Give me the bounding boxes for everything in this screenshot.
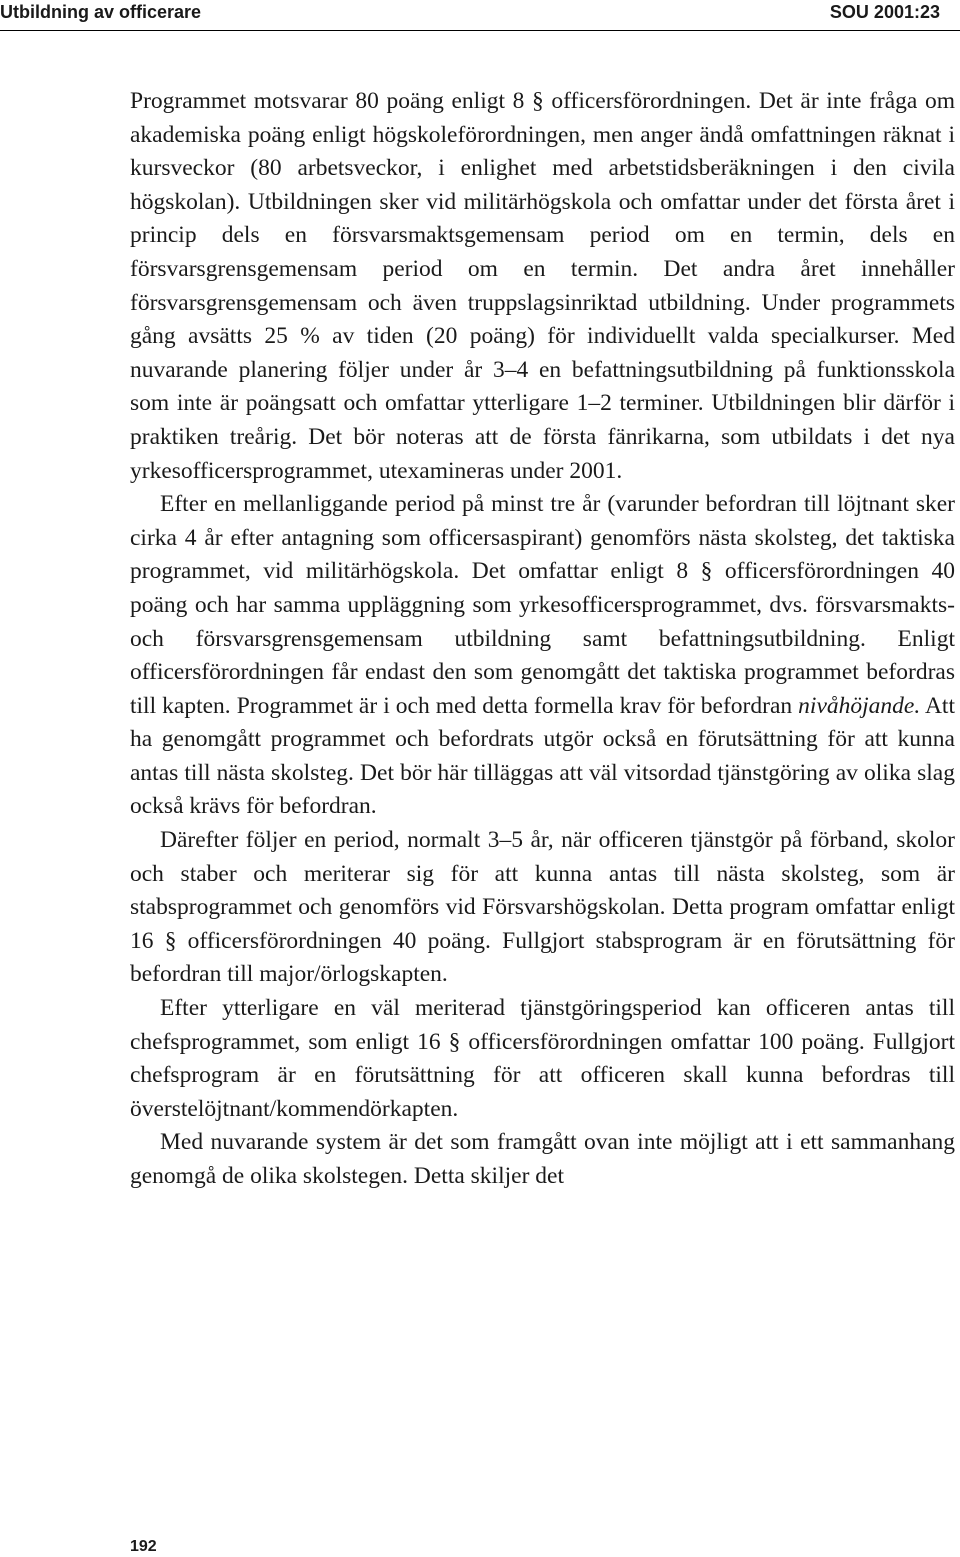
paragraph-2-part-2: Att ha genomgått programmet och befordrats utgör också en förutsättning för att kunna antas till nästa skolsteg. Det bör här tilläggas att väl vitsordad tjänstgöring av olika slag också krävs för befordran. [130, 692, 955, 820]
paragraph-2-part-1: Efter en mellanliggande period på minst tre år (varunder befordran till löjtnant sker cirka 4 år efter antagning som officersaspirant) genomförs nästa skolsteg, det taktiska programmet, vid militärhögskola. Det omfattar enligt 8 § officersförordningen 40 poäng och har samma uppläggning som yrkesofficersprogrammet, dvs. försvarsmakts- och försvarsgrensgemensam utbildning samt befattningsutbildning. Enligt officersförordningen får endast den som genomgått det taktiska programmet befordras till kapten. Programmet är i och med detta formella krav för befordran [130, 491, 955, 719]
document-reference: SOU 2001:23 [829, 2, 940, 22]
chapter-title: Utbildning av officerare [0, 2, 202, 22]
body-text [130, 85, 955, 1194]
paragraph-2 [130, 488, 955, 824]
header-divider [0, 30, 960, 31]
running-header [0, 0, 960, 24]
emphasized-term: nivåhöjande. [798, 692, 921, 719]
paragraph-1: Programmet motsvarar 80 poäng enligt 8 § officersförordningen. Det är inte fråga om akademiska poäng enligt högskoleförordningen, men anger ändå omfattningen räknat i kursveckor (80 arbetsveckor, i enlighet med arbetstidsberäkningen i den civila högskolan). Utbildningen sker vid militärhögskola och omfattar under det första året i princip dels en försvarsmaktsgemensam period om en termin, dels en försvarsgrensgemensam period om en termin. Det andra året innehåller försvarsgrensgemensam och även truppslagsinriktad utbildning. Under programmets gång avsätts 25 % av tiden (20 poäng) för individuellt valda specialkurser. Med nuvarande planering följer under år 3–4 en befattningsutbildning på funktionsskola som inte är poängsatt och omfattar ytterligare 1–2 terminer. Utbildningen blir därför i praktiken treårig. Det bör noteras att de första fänrikarna, som utbildats i det nya yrkesofficersprogrammet, utexamineras under 2001. [130, 88, 955, 484]
paragraph-5: Med nuvarande system är det som framgått ovan inte möjligt att i ett sammanhang genomgå de olika skolstegen. Detta skiljer det [130, 1129, 955, 1189]
page-number: 192 [130, 1538, 157, 1555]
paragraph-4: Efter ytterligare en väl meriterad tjänstgöringsperiod kan officeren antas till chefsprogrammet, som enligt 16 § officersförordningen omfattar 100 poäng. Fullgjort chefsprogram är en förutsättning för att officeren skall kunna befordras till överstelöjtnant/kommendörkapten. [130, 995, 955, 1122]
paragraph-3: Därefter följer en period, normalt 3–5 år, när officeren tjänstgör på förband, skolor och staber och meriterar sig för att kunna antas till nästa skolsteg, som är stabsprogrammet och genomförs vid Försvarshögskolan. Detta program omfattar enligt 16 § officersförordningen 40 poäng. Fullgjort stabsprogram är en förutsättning för befordran till major/örlogskapten. [130, 827, 955, 988]
